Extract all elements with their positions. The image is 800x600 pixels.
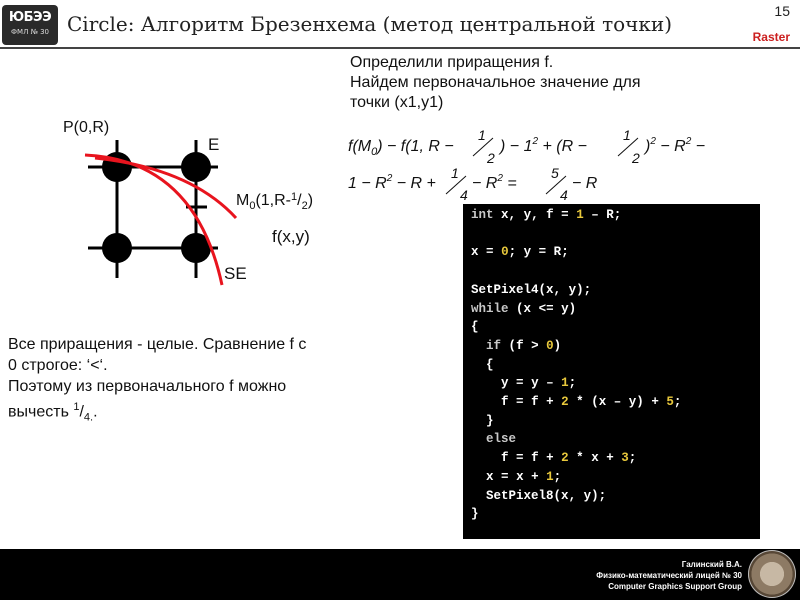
- code-line: x = 0; y = R;: [471, 245, 569, 260]
- code-line: SetPixel8(x, y);: [486, 488, 607, 503]
- code-line: while (x <= y): [471, 301, 577, 316]
- frac-den: 2: [487, 150, 495, 166]
- page-number: 15: [774, 3, 790, 19]
- logo-text: ЮБЭЭ: [8, 10, 52, 25]
- code-line: [471, 262, 760, 281]
- footer-credits: [596, 559, 742, 592]
- text-line: Поэтому из первоначального f можно: [8, 378, 287, 395]
- initial-value-formula: [340, 118, 760, 204]
- code-block: [463, 204, 760, 539]
- frac-num: 5: [551, 165, 559, 181]
- label-m0: $M_0(1,R-^1/_2)$: [236, 191, 314, 212]
- code-line: {: [471, 320, 479, 335]
- code-line: f = f + 2 * x + 3;: [501, 451, 637, 466]
- formula-part: − $R^2$ =: [472, 173, 517, 192]
- code-line: [471, 225, 760, 244]
- author: Галинский В.А.: [681, 560, 742, 569]
- text-line: 0 строгое: ‘<‘.: [8, 357, 108, 374]
- formula-part: − R: [572, 175, 598, 192]
- text-line: вычесть $^1/_{4.}$.: [8, 401, 98, 424]
- formula-part: )$^2 - R^2$ −: [645, 136, 706, 155]
- code-line: y = y – 1;: [501, 376, 577, 391]
- code-line: x = x + 1;: [486, 469, 562, 484]
- label-f: f(x,y): [272, 227, 310, 246]
- frac-den: 4: [460, 187, 468, 203]
- text-line: точки (x1,y1): [350, 94, 444, 111]
- code-line: f = f + 2 * (x – y) + 5;: [501, 395, 682, 410]
- increment-description: [350, 53, 770, 113]
- text-line: Определили приращения f.: [350, 54, 554, 71]
- code-line: if (f > 0): [486, 338, 562, 353]
- formula-line-2: $1 - R^2 - R$ +: [348, 173, 436, 192]
- frac-den: 2: [632, 150, 640, 166]
- formula-part: ) − $1^2 + (R$ −: [500, 136, 587, 155]
- frac-num: 1: [623, 127, 631, 143]
- slide-title: Circle: Алгоритм Брезенхема (метод центральной точки): [67, 12, 673, 36]
- school: Физико-математический лицей № 30: [596, 571, 742, 580]
- text-line: Найдем первоначальное значение для: [350, 74, 641, 91]
- pixel-dot: [102, 233, 132, 263]
- section-tag: Raster: [752, 30, 790, 44]
- frac-den: 4: [560, 187, 568, 203]
- code-line: else: [486, 432, 517, 447]
- frac-num: 1: [478, 127, 486, 143]
- code-line: SetPixel4(x, y);: [471, 282, 592, 297]
- school-seal-icon: [748, 550, 796, 598]
- label-e: E: [208, 135, 220, 154]
- group: Computer Graphics Support Group: [608, 582, 742, 591]
- text-line: Все приращения - целые. Сравнение f с: [8, 336, 307, 353]
- code-line: }: [471, 507, 479, 522]
- pixel-dot: [181, 152, 211, 182]
- logo-subtext: ФМЛ № 30: [11, 28, 49, 36]
- label-p: P(0,R): [63, 119, 110, 136]
- formula-line-1: $f(M_0) - f(1$, R −: [348, 138, 454, 158]
- code-line: {: [486, 357, 494, 372]
- code-line: int x, y, f = 1 – R;: [471, 208, 622, 222]
- frac-num: 1: [451, 165, 459, 181]
- code-line: }: [486, 413, 494, 428]
- label-se: SE: [224, 264, 247, 283]
- integer-note: [8, 334, 398, 429]
